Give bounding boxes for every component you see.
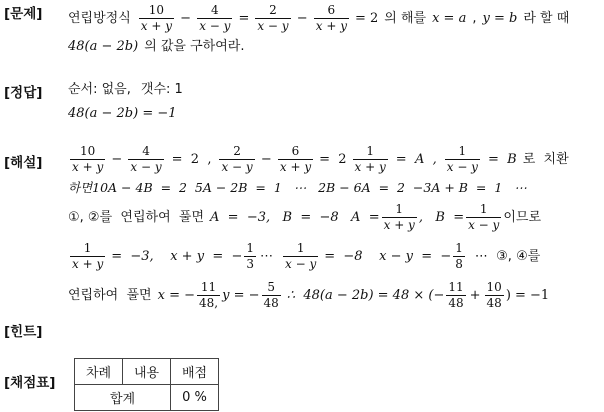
table-row	[75, 385, 219, 411]
answer-label: [정답]	[4, 85, 43, 101]
answer-line-2	[68, 98, 600, 128]
explanation-line-2: 하면10A − 4B = 2 5A − 2B = 1 ⋯ 2B − 6A = 2 −3A + B = 1 ⋯	[68, 179, 527, 195]
problem-lead: 연립방정식	[68, 10, 131, 26]
fraction: $\frac{4}{x - y}$	[199, 2, 231, 33]
total-label: 합계	[75, 385, 171, 411]
total-value: 0 %	[171, 385, 219, 411]
fraction: $\frac{10}{x + y}$	[140, 2, 173, 33]
explanation-section	[68, 140, 600, 314]
fraction: $\frac{6}{x + y}$	[315, 2, 347, 33]
problem-line-1: 연립방정식 $\frac{10}{x + y}$ − $\frac{4}{x - y}$ = $\frac{2}{x - y}$ − $\frac{6}{x + y}$ = 2 의 해를 x = a , y = b 라 할 때	[68, 2, 570, 33]
answer-section	[68, 80, 600, 128]
explanation-line-5: 연립하여 풀면 x = − $\frac{11}{48,}$ y = − $\frac{5}{48}$ ∴ 48(a − 2b) = 48 × (− $\frac{11}{48}$ + $\frac{10}{48}$ ) = −1	[68, 279, 550, 310]
explanation-line-4: $\frac{1}{x + y}$ = −3, x + y = − $\frac{1}{3}$ ⋯ $\frac{1}{x - y}$ = −8 x − y = − $\frac{1}{8}$ ⋯ ③, ④를	[72, 240, 541, 271]
explanation-line-1: $\frac{10}{x + y}$ − $\frac{4}{x - y}$ = 2 , $\frac{2}{x - y}$ − $\frac{6}{x + y}$ = 2 $\frac{1}{x + y}$ = A , $\frac{1}{x - y}$ = B 로 치환	[72, 143, 569, 174]
answer-count: 갯수: 1	[140, 81, 183, 97]
answer-line-1	[68, 80, 600, 98]
explanation-label: [해설]	[4, 155, 43, 171]
problem-label: [문제]	[4, 6, 43, 22]
fraction: $\frac{2}{x - y}$	[257, 2, 289, 33]
scoring-label: [채점표]	[4, 375, 56, 391]
problem-mid: 의 해를	[384, 10, 427, 26]
problem-line-2: 48(a − 2b) 의 값을 구하여라.	[68, 38, 245, 54]
header-points: 배점	[171, 359, 219, 385]
scoring-table	[74, 358, 219, 411]
table-row	[75, 359, 219, 385]
answer-order: 순서: 없음,	[68, 81, 131, 97]
answer-value: 48(a − 2b) = −1	[68, 105, 177, 121]
header-order: 차례	[75, 359, 123, 385]
problem-section	[68, 0, 600, 56]
explanation-line-3: ①, ②를 연립하여 풀면 A = −3, B = −8 A = $\frac{1}{x + y}$ , B = $\frac{1}{x - y}$ 이므로	[68, 201, 542, 232]
hint-label: [힌트]	[4, 324, 43, 340]
header-content: 내용	[123, 359, 171, 385]
problem-tail: 라 할 때	[523, 10, 570, 26]
